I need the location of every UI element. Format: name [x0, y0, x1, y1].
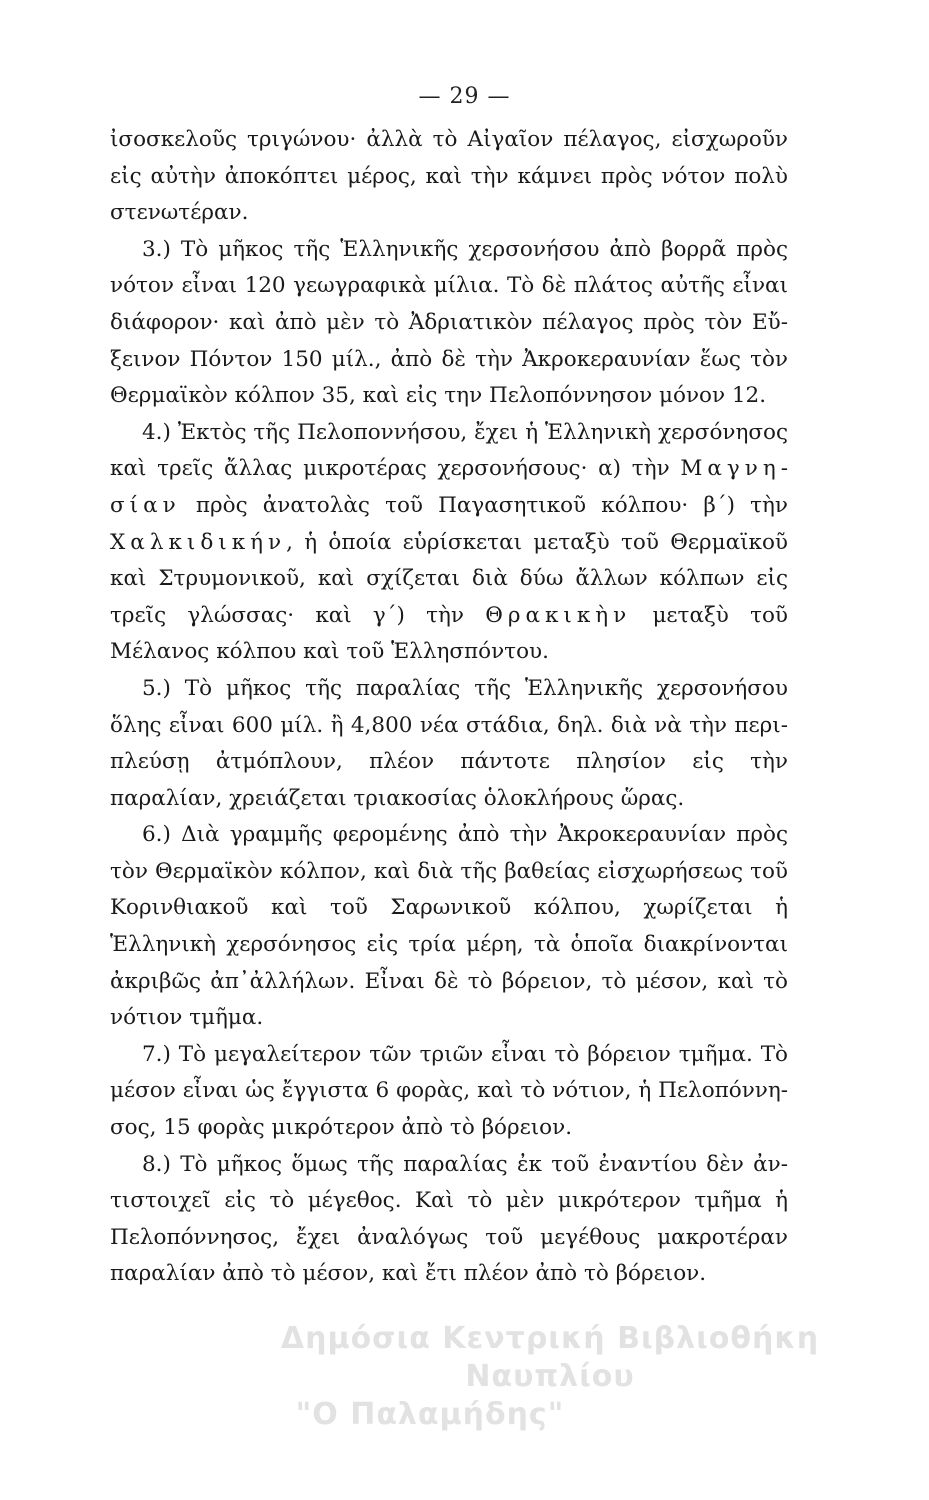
text-segment: πρὸς ἀνατολὰς τοῦ Παγασητικοῦ κόλπου· β΄) τὴν — [180, 492, 788, 518]
text-segment: , ἡ ὁποία εὑρίσκεται μεταξὺ τοῦ Θερμαϊκοῦ καὶ Στρυμονικοῦ, καὶ σχίζεται διὰ δύω ἄλλων κόλπων εἰς τρεῖς γλώσσας· καὶ γ΄) τὴν — [110, 529, 788, 628]
text-segment: 4.) Ἐκτὸς τῆς Πελοποννήσου, ἔχει ἡ Ἑλληνικὴ χερσόνησος καὶ τρεῖς ἄλλας μικροτέρας χερσονήσους· α) τὴν — [110, 419, 788, 482]
text-segment: 3.) Τὸ μῆκος τῆς Ἑλληνικῆς χερσονήσου ἀπὸ βορρᾶ πρὸς νότον εἶναι 120 γεωγραφικὰ μίλια. Τὸ δὲ πλάτος αὐτῆς εἶναι διάφορον· καὶ ἀπὸ μὲν τὸ Ἀδριατικὸν πέλαγος πρὸς τὸν Εὔξεινον Πόντον 150 μίλ., ἀπὸ δὲ τὴν Ἀκροκεραυνίαν ἕως τὸν Θερμαϊκὸν κόλπον 35, καὶ εἰς την Πελοπόννησον μόνον 12. — [110, 236, 788, 409]
text-segment: μεταξὺ τοῦ Μέλανος κόλπου καὶ τοῦ Ἑλλησπόντου. — [110, 602, 789, 665]
page-number: — 29 — — [418, 84, 511, 109]
paragraph-p5 — [110, 671, 788, 817]
paragraph-p0 — [110, 122, 788, 232]
library-stamp-line-1: Δημόσια Κεντρική Βιβλιοθήκη Ναυπλίου — [280, 1321, 820, 1394]
paragraph-p6 — [110, 817, 788, 1037]
library-stamp-line-2: "Ο Παλαμήδης" — [295, 1397, 565, 1432]
paragraph-p8 — [110, 1147, 788, 1293]
spaced-term: Μαγνησίαν — [110, 456, 788, 518]
text-segment: 6.) Διὰ γραμμῆς φερομένης ἀπὸ τὴν Ἀκροκεραυνίαν πρὸς τὸν Θερμαϊκὸν κόλπον, καὶ διὰ τῆς βαθείας εἰσχωρήσεως τοῦ Κορινθιακοῦ καὶ τοῦ Σαρωνικοῦ κόλπου, χωρίζεται ἡ Ἑλληνικὴ χερσόνησος εἰς τρία μέρη, τὰ ὁποῖα διακρίνονται ἀκριβῶς ἀπ᾽ἀλλήλων. Εἶναι δὲ τὸ βόρειον, τὸ μέσον, καὶ τὸ νότιον τμῆμα. — [110, 822, 788, 1031]
text-segment: 5.) Τὸ μῆκος τῆς παραλίας τῆς Ἑλληνικῆς χερσονήσου ὅλης εἶναι 600 μίλ. ἢ 4,800 νέα στάδια, δηλ. διὰ νὰ τὴν περιπλεύσῃ ἀτμόπλουν, πλέον πάντοτε πλησίον εἰς τὴν παραλίαν, χρειάζεται τριακοσίας ὁλοκλήρους ὥρας. — [110, 675, 788, 811]
library-stamp — [200, 1320, 900, 1434]
text-segment: 7.) Τὸ μεγαλείτερον τῶν τριῶν εἶναι τὸ βόρειον τμῆμα. Τὸ μέσον εἶναι ὡς ἔγγιστα 6 φορὰς, καὶ τὸ νότιον, ἡ Πελοπόννησος, 15 φορὰς μικρότερον ἀπὸ τὸ βόρειον. — [110, 1041, 788, 1141]
text-segment: ἰσοσκελοῦς τριγώνου· ἀλλὰ τὸ Αἰγαῖον πέλαγος, εἰσχωροῦν εἰς αὐτὴν ἀποκόπτει μέρος, καὶ τὴν κάμνει πρὸς νότον πολὺ στενωτέραν. — [110, 127, 788, 226]
spaced-term: Θρακικὴν — [485, 602, 632, 628]
body-text — [110, 122, 788, 1293]
paragraph-p7 — [110, 1037, 788, 1147]
spaced-term: Χαλκιδικήν — [110, 529, 287, 555]
text-segment: 8.) Τὸ μῆκος ὅμως τῆς παραλίας ἐκ τοῦ ἐναντίου δὲν ἀντιστοιχεῖ εἰς τὸ μέγεθος. Καὶ τὸ μὲν μικρότερον τμῆμα ἡ Πελοπόννησος, ἔχει ἀναλόγως τοῦ μεγέθους μακροτέραν παραλίαν ἀπὸ τὸ μέσον, καὶ ἔτι πλέον ἀπὸ τὸ βόρειον. — [110, 1151, 788, 1287]
paragraph-p3 — [110, 232, 788, 415]
paragraph-p4 — [110, 415, 788, 671]
